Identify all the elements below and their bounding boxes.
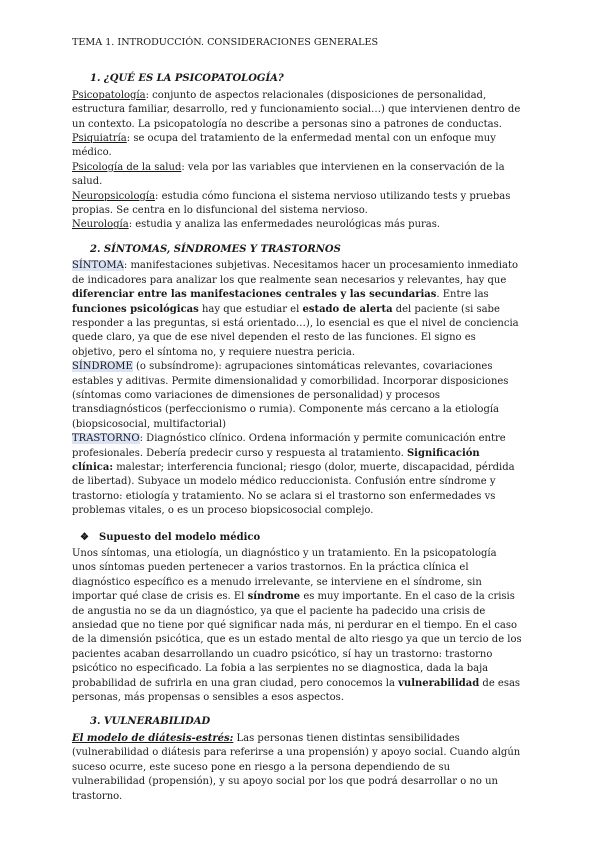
section-2-title: 2. SÍNTOMAS, SÍNDROMES Y TRASTORNOS — [90, 243, 341, 255]
definition-text: : estudia cómo funciona el sistema nervioso utilizando tests y pruebas propias. Se centra en lo disfuncional del sistema nervioso. — [72, 190, 511, 217]
term-psicologia-salud: Psicología de la salud — [72, 161, 182, 173]
trastorno-text-2: malestar; interferencia funcional; riesgo (dolor, muerte, discapacidad, pérdida de libertad). Subyace un modelo médico reduccionista. Confusión entre síndrome y trastorno: etiología y tratamiento. No se aclara si el trastorno son enfermedades vs problemas vitales, o es un proceso biopsicosocial complejo. — [72, 461, 515, 517]
document-header: TEMA 1. INTRODUCCIÓN. CONSIDERACIONES GENERALES — [72, 37, 379, 48]
sintoma-text-3: hay que estudiar el — [198, 303, 303, 315]
vulnerabilidad-text: Las personas tienen distintas sensibilidades (vulnerabilidad o diátesis para referirse a una propensión) y apoyo social. Cuando algún suceso ocurre, este suceso pone en riesgo a la persona dependiendo de su vulnerabilidad (propensión), y su apoyo social por los que podrá desarrollar o no un trastorno. — [72, 732, 521, 802]
section-3-title: 3. VULNERABILIDAD — [90, 716, 211, 728]
trastorno-text-1: : Diagnóstico clínico. Ordena información y permite comunicación entre profesionales. Debería predecir curso y respuesta al tratamiento. — [72, 433, 506, 459]
modelo-bold-1: síndrome — [247, 591, 301, 603]
term-neurologia: Neurología — [72, 219, 129, 231]
sindrome-text: (o subsíndrome): agrupaciones sintomáticas relevantes, covariaciones estables y aditivas. Permite dimensionalidad y comorbilidad. Incorporar disposiciones (síntomas como variaciones de dimensiones de personalidad) y procesos transdiagnósticos (perfeccionismo o rumia). Componente más cercano a la etiología (biopsicosocial, multifactorial) — [72, 361, 509, 430]
paragraph-vulnerabilidad — [72, 732, 522, 804]
diamond-bullet-icon: ❖ — [80, 531, 89, 543]
definition-psicologia-salud — [72, 161, 522, 190]
paragraph-sintoma — [72, 259, 522, 360]
section-psicopatologia — [72, 72, 522, 232]
sintoma-bold-3: estado de alerta — [302, 303, 393, 315]
modelo-text-2: es muy importante. En el caso de la crisis de angustia no se da un diagnóstico, ya que el paciente ha padecido una crisis de ansiedad que no tiene por qué significar nada más, ni perdurar en el tiempo. En el caso de la dimensión psicótica, que es un estado mental de alto riesgo ya que un tercio de los pacientes acaban desarrollando un cuadro psicótico, sí hay un trastorno: trastorno psicótico no especificado. La fobia a las serpientes no se diagnostica, dada la baja probabilidad de sufrirla en una gran ciudad, pero conocemos la — [72, 591, 522, 689]
definition-neuropsicologia — [72, 190, 522, 219]
definition-psiquiatria — [72, 132, 522, 161]
term-trastorno: TRASTORNO — [72, 433, 140, 445]
paragraph-sindrome — [72, 360, 522, 432]
modelo-bold-2: vulnerabilidad — [398, 677, 480, 689]
term-neuropsicologia: Neuropsicología — [72, 190, 156, 202]
definition-text: : vela por las variables que intervienen en la conservación de la salud. — [72, 161, 505, 188]
document-page — [72, 36, 522, 804]
subsection-title-text: Supuesto del modelo médico — [98, 531, 261, 543]
trastorno-bold-1: Significación clínica: — [72, 447, 480, 473]
term-sindrome: SÍNDROME — [72, 361, 133, 373]
lead-diatesis-estres: El modelo de diátesis-estrés: — [72, 732, 234, 744]
term-psicopatologia: Psicopatología — [72, 89, 146, 101]
term-psiquiatria: Psiquiatría — [72, 133, 127, 145]
sintoma-text-1: : manifestaciones subjetivas. Necesitamos hacer un procesamiento inmediato de indicadores para analizar los que realmente sean necesarios y relevantes, hay que — [72, 260, 519, 286]
definition-text: : conjunto de aspectos relacionales (disposiciones de personalidad, estructura familiar, desarrollo, red y funcionamiento social…) que intervienen dentro de un contexto. La psicopatología no describe a personas sino a patrones de conductas. — [72, 89, 521, 130]
sintoma-bold-1: diferenciar entre las manifestaciones centrales y las secundarias — [72, 289, 437, 301]
sintoma-bold-2: funciones psicológicas — [72, 303, 199, 315]
definition-neurologia — [72, 218, 522, 232]
definition-text: : se ocupa del tratamiento de la enfermedad mental con un enfoque muy médico. — [72, 133, 496, 159]
sintoma-text-4: del paciente (si sabe responder a las preguntas, si está orientado…), lo esencial es que el nivel de conciencia quede claro, ya que de ese nivel dependen el resto de las funciones. El signo es objetivo, pero el síntoma no, y requiere nuestra pericia. — [72, 303, 519, 358]
definition-psicopatologia — [72, 89, 522, 132]
subsection-modelo-medico-title — [72, 531, 522, 545]
definition-text: : estudia y analiza las enfermedades neurológicas más puras. — [128, 219, 441, 231]
section-1-title: 1. ¿QUÉ ES LA PSICOPATOLOGÍA? — [90, 73, 284, 85]
sintoma-text-2: . Entre las — [436, 289, 489, 301]
modelo-text-3: de esas personas, más propensas o sensibles a esos aspectos. — [72, 677, 521, 704]
paragraph-trastorno — [72, 432, 522, 518]
term-sintoma: SÍNTOMA — [72, 260, 124, 272]
paragraph-modelo-medico — [72, 547, 522, 705]
modelo-text-1: Unos síntomas, una etiología, un diagnóstico y un tratamiento. En la psicopatología unos síntomas pueden pertenecer a varios trastornos. En la práctica clínica el diagnóstico específico es a menudo irrelevante, se interviene en el síndrome, sin importar qué clase de crisis es. El — [72, 548, 497, 603]
